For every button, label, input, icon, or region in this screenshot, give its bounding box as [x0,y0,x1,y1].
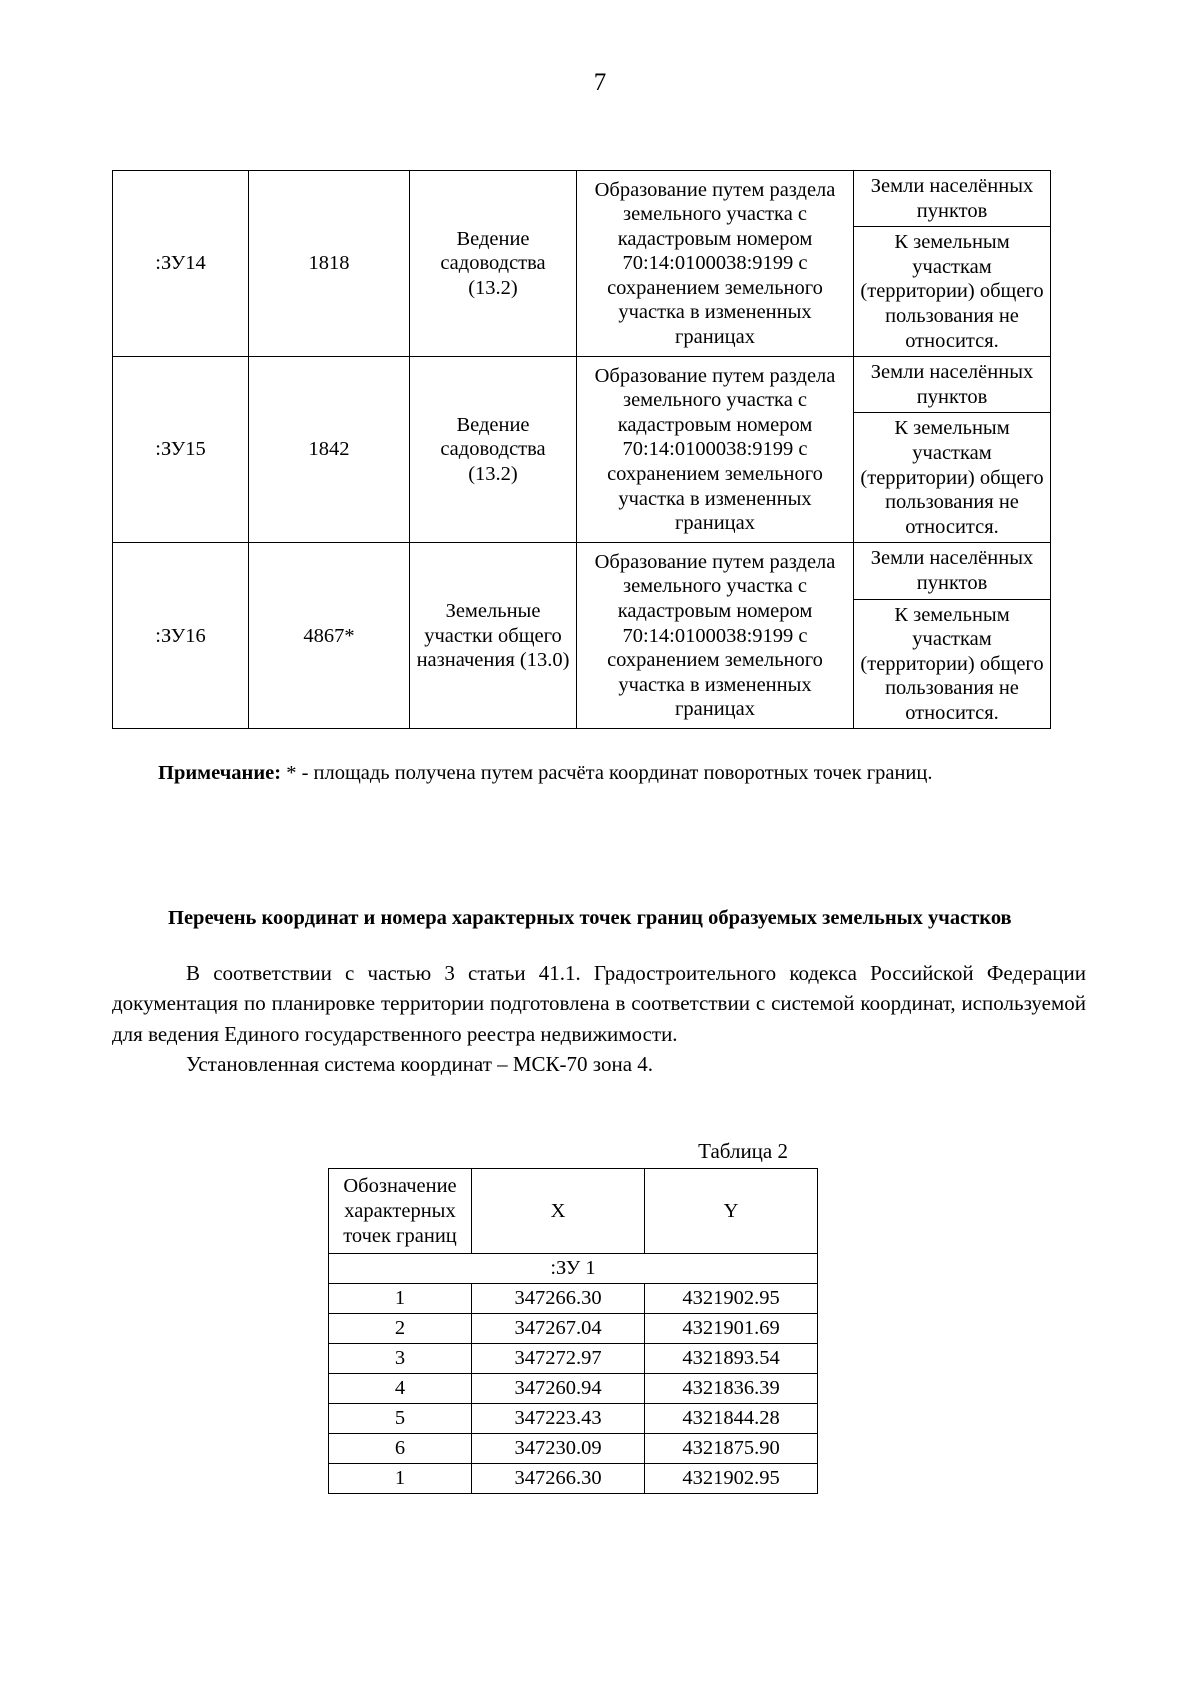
table-row [113,357,1051,543]
category-public-use: К земельным участкам (территории) общего пользования не относится. [860,231,1044,352]
category-stack [854,171,1050,356]
table-row [329,1464,818,1494]
cell-y: 4321902.95 [645,1284,818,1314]
cell-designation: :ЗУ14 [113,171,249,357]
parcels-table-body [113,171,1051,729]
cell-category [854,543,1051,729]
header-x: X [472,1169,645,1254]
table-group-row [329,1254,818,1284]
coords-table-wrap [328,1139,798,1494]
table-row [113,171,1051,357]
cell-area: 1818 [249,171,410,357]
cell-point: 5 [329,1404,472,1434]
header-y: Y [645,1169,818,1254]
cell-point: 1 [329,1464,472,1494]
paragraph-coordinate-system-name: Установленная система координат – МСК-70 зона 4. [186,1052,654,1077]
category-land-type: Земли населённых пунктов [854,357,1050,413]
cell-x: 347223.43 [472,1404,645,1434]
formed-parcels-table [112,170,1051,729]
table-row [329,1374,818,1404]
cell-x: 347230.09 [472,1434,645,1464]
cell-category [854,171,1051,357]
cell-x: 347266.30 [472,1464,645,1494]
category-public-use: К земельным участкам (территории) общего пользования не относится. [860,417,1044,538]
category-land-type: Земли населённых пунктов [854,171,1050,227]
cell-point: 4 [329,1374,472,1404]
cell-x: 347260.94 [472,1374,645,1404]
group-label: :ЗУ 1 [329,1254,818,1284]
note-text: * - площадь получена путем расчёта координат поворотных точек границ. [281,762,933,785]
table-row [113,543,1051,729]
category-land-type: Земли населённых пунктов [854,543,1050,599]
table-row [329,1284,818,1314]
cell-permitted-use: Ведение садоводства (13.2) [410,357,577,543]
cell-formation-way: Образование путем раздела земельного участка с кадастровым номером 70:14:0100038:9199 с сохранением земельного участка в измененных границах [577,357,854,543]
category-stack [854,543,1050,728]
cell-permitted-use: Ведение садоводства (13.2) [410,171,577,357]
page-number: 7 [593,69,607,96]
coordinates-table-body [329,1169,818,1494]
coords-table-caption: Таблица 2 [698,1139,788,1164]
cell-x: 347266.30 [472,1284,645,1314]
cell-y: 4321875.90 [645,1434,818,1464]
cell-y: 4321901.69 [645,1314,818,1344]
table-header-row [329,1169,818,1254]
cell-point: 1 [329,1284,472,1314]
cell-formation-way: Образование путем раздела земельного участка с кадастровым номером 70:14:0100038:9199 с сохранением земельного участка в измененных границах [577,543,854,729]
cell-y: 4321844.28 [645,1404,818,1434]
coordinates-table [328,1168,818,1494]
cell-designation: :ЗУ15 [113,357,249,543]
note-label: Примечание: [158,762,282,785]
table-row [329,1434,818,1464]
cell-point: 6 [329,1434,472,1464]
section-heading: Перечень координат и номера характерных точек границ образуемых земельных участков [168,907,1012,930]
category-public-use: К земельным участкам (территории) общего пользования не относится. [860,603,1044,724]
header-point-designation: Обозначение характерных точек границ [329,1169,472,1254]
cell-point: 3 [329,1344,472,1374]
cell-point: 2 [329,1314,472,1344]
table-row [329,1344,818,1374]
cell-area: 1842 [249,357,410,543]
cell-x: 347272.97 [472,1344,645,1374]
cell-y: 4321893.54 [645,1344,818,1374]
table-row [329,1404,818,1434]
cell-permitted-use: Земельные участки общего назначения (13.0) [410,543,577,729]
paragraph-coordinate-system-basis: В соответствии с частью 3 статьи 41.1. Градостроительного кодекса Российской Федерации документация по планировке территории подготовлена в соответствии с системой координат, используемой для ведения Единого государственного реестра недвижимости. [112,960,1086,1046]
cell-formation-way: Образование путем раздела земельного участка с кадастровым номером 70:14:0100038:9199 с сохранением земельного участка в измененных границах [577,171,854,357]
table-note [112,761,1088,787]
table-row [329,1314,818,1344]
cell-y: 4321902.95 [645,1464,818,1494]
cell-category [854,357,1051,543]
cell-designation: :ЗУ16 [113,543,249,729]
cell-y: 4321836.39 [645,1374,818,1404]
cell-area: 4867* [249,543,410,729]
cell-x: 347267.04 [472,1314,645,1344]
category-stack [854,357,1050,542]
